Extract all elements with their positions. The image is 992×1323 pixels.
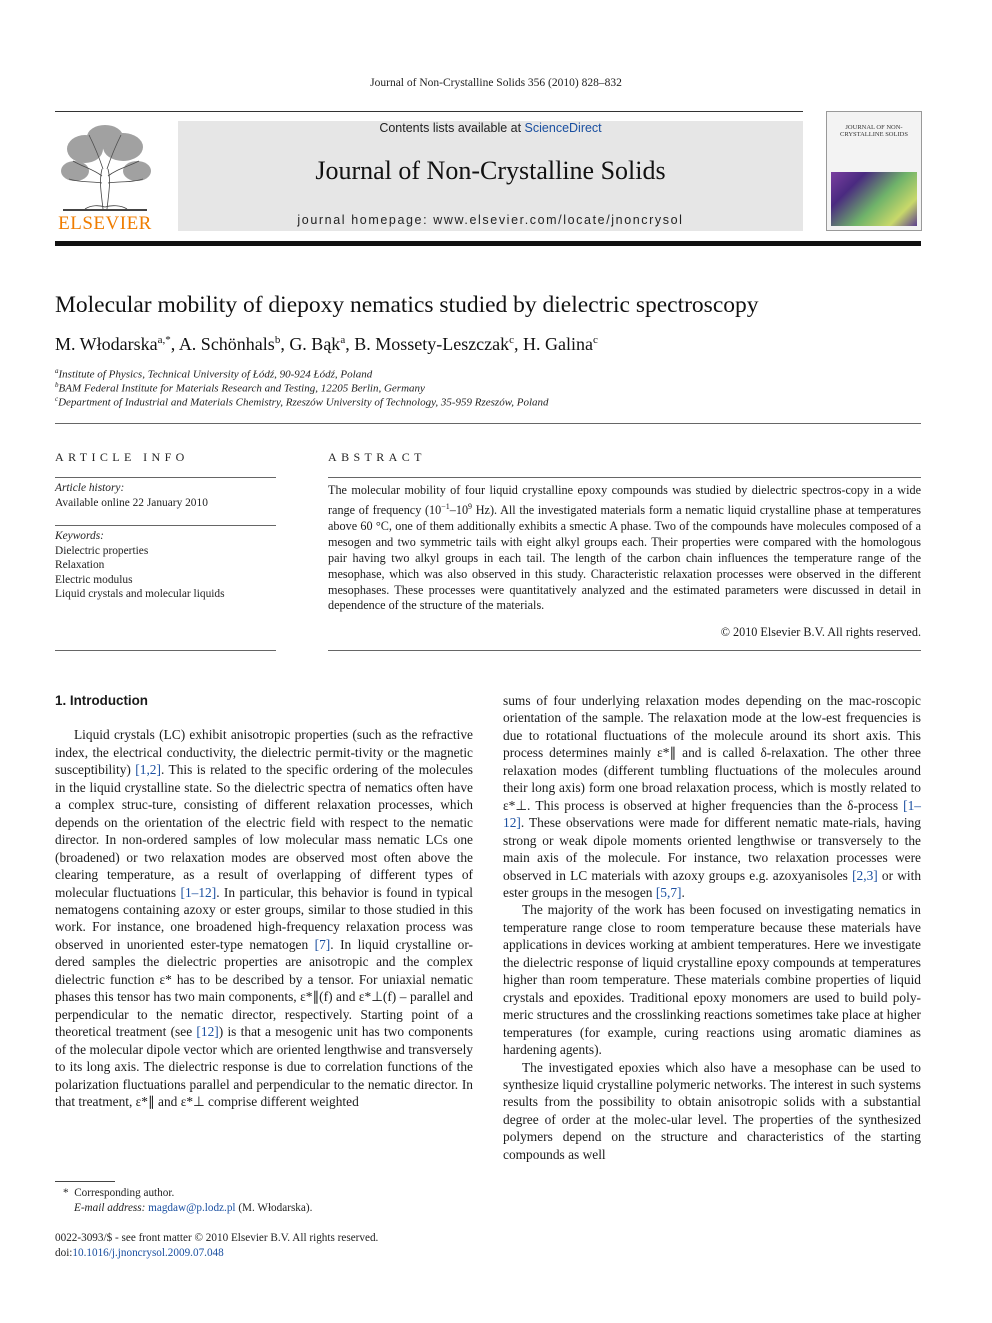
author-sup: c xyxy=(509,334,515,346)
author-name[interactable]: B. Mossety-Leszczak xyxy=(354,334,510,354)
text-run: or with ester groups in the mesogen xyxy=(503,867,922,900)
header-thick-rule xyxy=(55,241,921,246)
issn-line: 0022-3093/$ - see front matter © 2010 Elsevier B.V. All rights reserved. xyxy=(55,1232,379,1244)
body-paragraph xyxy=(55,726,473,1110)
affiliation xyxy=(55,367,372,381)
journal-title: Journal of Non-Crystalline Solids xyxy=(315,156,666,185)
affiliation-text: BAM Federal Institute for Materials Research and Testing, 12205 Berlin, Germany xyxy=(58,382,425,395)
abstract-rule xyxy=(328,477,921,478)
article-history xyxy=(55,481,276,510)
affiliation-sup: a xyxy=(55,367,59,375)
journal-homepage[interactable]: journal homepage: www.elsevier.com/locate/jnoncrysol xyxy=(297,213,684,227)
affiliation-text: Institute of Physics, Technical University of Łódź, 90-924 Łódź, Poland xyxy=(58,368,373,381)
citation-link[interactable]: [12] xyxy=(196,1024,219,1040)
paper-title: Molecular mobility of diepoxy nematics studied by dielectric spectroscopy xyxy=(55,292,759,318)
keyword: Liquid crystals and molecular liquids xyxy=(55,588,225,601)
author-name[interactable]: H. Galina xyxy=(523,334,594,354)
text-run: . In particular, this behavior is found in typical nematogens containing azoxy or ester groups, similar to those studied in this work. For instance, one broadened high-frequency relaxation process was observed in unoriented ester-type nematogen xyxy=(55,884,473,952)
text-run: . These observations were made for different nematic mate-rials, having strong or weak dipole moments oriented lengthwise or transversely to the main axis of the molecule. For instance, two relaxation processes were observed in LC materials with azoxy groups e.g. azoxyanisoles xyxy=(503,815,921,883)
abstract-part: Hz). All the investigated materials form a nematic liquid crystalline phase at temperatures above 60 °C, one of them additionally exhibits a smectic A phase. Two of the compounds have molecules composed of a mesogen and two symmetric tails with eight alkyl groups each. Their properties were compared with the homologous pair having two alkyl groups in each tail. The length of the carbon chain influences the temperature range of the mesophase, which was also observed in this study. Characteristic relaxation processes were observed in the different mesophases. These processes were quantitatively analyzed and the estimated parameters were discussed in detail in dependence of the structure of the materials. xyxy=(328,502,921,613)
footnote xyxy=(55,1186,312,1215)
abstract-part: –10 xyxy=(449,502,469,517)
citation-link[interactable]: [7] xyxy=(314,936,331,952)
body-paragraph: The investigated epoxies which also have a mesophase can be used to synthesize liquid crystalline polymeric networks. The interest in such systems results from the possibility to obtain anisotropic solids with a substantial degree of order at the molec-ular level. The properties of the synthesized polymers depend on the structure and characteristics of the starting compounds as well xyxy=(503,1059,921,1162)
author-name[interactable]: A. Schönhals xyxy=(178,334,275,354)
section-heading: 1. Introduction xyxy=(55,693,148,708)
abstract-text xyxy=(328,483,921,614)
abstract-exponent: 9 xyxy=(468,501,473,511)
keyword: Electric modulus xyxy=(55,573,133,586)
text-run: . xyxy=(681,884,685,900)
abstract-exponent: −1 xyxy=(441,501,450,511)
body-column-left xyxy=(55,692,473,1110)
contents-prefix: Contents lists available at xyxy=(379,121,525,135)
corresponding-author: Corresponding author. xyxy=(74,1187,175,1199)
keyword: Dielectric properties xyxy=(55,544,149,557)
author-name[interactable]: G. Bąk xyxy=(289,334,341,354)
doi-label: doi: xyxy=(55,1246,73,1259)
author-sup: c xyxy=(593,334,598,346)
citation-link[interactable]: [2,3] xyxy=(852,867,878,883)
keywords-block xyxy=(55,529,276,602)
abstract-bottom-rule xyxy=(328,650,921,651)
journal-cover-thumbnail[interactable] xyxy=(826,111,922,231)
doi-link[interactable]: 10.1016/j.jnoncrysol.2009.07.048 xyxy=(72,1246,224,1259)
citation-link[interactable]: [5,7] xyxy=(655,884,682,900)
citation-link[interactable]: [1–12] xyxy=(503,797,921,831)
text-run: . This is related to the specific ordering of the molecules in the liquid crystalline state. So the dielectric spectra of nematics often have a complex struc-ture, consisting of different relaxation processes, which depends on the orientation of the electric field with respect to the nematic director. In non-ordered samples of low molecular mass nematic LCs one (broadened) or two relaxation modes are observed most often above the clearing temperature, as a result of overlapping of different types of molecular fluctuations xyxy=(55,762,473,900)
email-link[interactable]: magdaw@p.lodz.pl xyxy=(148,1201,236,1214)
header-rule xyxy=(55,111,803,112)
article-info-rule xyxy=(55,477,276,478)
affiliation-sup: b xyxy=(55,381,59,389)
article-info-label: ARTICLE INFO xyxy=(55,450,189,464)
body-paragraph: The majority of the work has been focused on investigating nematics in temperature range close to room temperature because these materials have applications in devices working at ambient temperatures. Here we investigate the dielectric response of liquid crystalline epoxy compounds at temperatures higher than room temperature. These materials combine properties of liquid crystals and epoxides. Traditional epoxy monomers are used to build poly-meric structures and the crosslinking reactions sometimes take place at higher temperatures (for example, curing reactions using aromatic diamines as hardening agents). xyxy=(503,902,921,1058)
contents-line xyxy=(178,121,803,135)
cover-title: JOURNAL OF NON-CRYSTALLINE SOLIDS xyxy=(840,124,908,138)
keyword: Relaxation xyxy=(55,559,105,572)
abstract-part: The molecular mobility of four liquid crystalline epoxy compounds was studied by dielectric spectros-copy in a wide range of frequency (10 xyxy=(328,483,921,517)
abstract-copyright: © 2010 Elsevier B.V. All rights reserved. xyxy=(720,625,921,639)
affiliation xyxy=(55,381,425,395)
keywords-rule xyxy=(55,525,276,526)
cover-image xyxy=(831,172,917,226)
text-run: ) is that a mesogenic unit has two components of the molecular dipole vector which are oriented lengthwise and transversely to its long axis. The dielectric response is due to correlation functions of the polarization fluctuations parallel and perpendicular to the nematic director. In that treatment, ε*∥ and ε*⊥ comprise different weighted xyxy=(55,1024,473,1109)
history-label: Article history: xyxy=(55,482,125,494)
citation-link[interactable]: [1–12] xyxy=(180,884,217,900)
author-sup: a,* xyxy=(157,334,171,346)
author-list xyxy=(55,334,598,355)
email-suffix: (M. Włodarska). xyxy=(235,1201,313,1214)
history-value: Available online 22 January 2010 xyxy=(55,496,208,509)
footnote-star: * xyxy=(63,1187,69,1199)
elsevier-logo[interactable] xyxy=(55,121,155,233)
author-name[interactable]: M. Włodarska xyxy=(55,334,158,354)
citation-link[interactable]: [1,2] xyxy=(135,762,161,778)
abstract-label: ABSTRACT xyxy=(328,450,426,464)
article-info-bottom-rule xyxy=(55,650,276,651)
publisher-name: ELSEVIER xyxy=(58,213,152,234)
affiliation xyxy=(55,395,549,409)
author-sep: , xyxy=(345,334,355,354)
front-matter xyxy=(55,1231,378,1260)
section-rule xyxy=(55,423,921,424)
author-sep: , xyxy=(170,334,179,354)
keywords-label: Keywords: xyxy=(55,530,104,542)
footnote-rule xyxy=(55,1181,115,1182)
body-column-right xyxy=(503,692,921,1163)
author-sup: a xyxy=(340,334,346,346)
text-run: Liquid crystals (LC) exhibit anisotropic properties (such as the refractive index, the electrical conductivity, the dielectric permit-tivity or the magnetic susceptibility) xyxy=(55,727,473,778)
text-run: sums of four underlying relaxation modes depending on the mac-roscopic orientation of the sample. The relaxation mode at the low-est frequencies is due to rotational fluctuations of the molecule around its short axis. This process determines mainly ε*∥ and is called δ-relaxation. The other three relaxation modes (different tumbling fluctuations of the molecules around their long axis) form one broad relaxation process, which is mostly related to ε*⊥. This process is observed at higher frequencies than the δ-process xyxy=(503,693,921,813)
affiliation-text: Department of Industrial and Materials Chemistry, Rzeszów University of Technology, 35-959 Rzeszów, Poland xyxy=(58,396,549,409)
sciencedirect-link[interactable]: ScienceDirect xyxy=(524,121,602,135)
body-paragraph xyxy=(503,692,921,901)
email-label: E-mail address: xyxy=(74,1201,146,1214)
text-run: . In liquid crystalline or-dered samples the dielectric properties are anisotropic and the complex dielectric function ε* has to be described by a tensor. For uniaxial nematic phases this tensor has two main components, ε*∥(f) and ε*⊥(f) – parallel and perpendicular to the nematic director, respectively. Starting point of a theoretical treatment (see xyxy=(55,936,473,1040)
author-sep: , xyxy=(280,334,290,354)
affiliation-sup: c xyxy=(55,395,59,403)
running-header: Journal of Non-Crystalline Solids 356 (2010) 828–832 xyxy=(370,77,622,89)
author-sup: b xyxy=(274,334,281,346)
author-sep: , xyxy=(514,334,524,354)
